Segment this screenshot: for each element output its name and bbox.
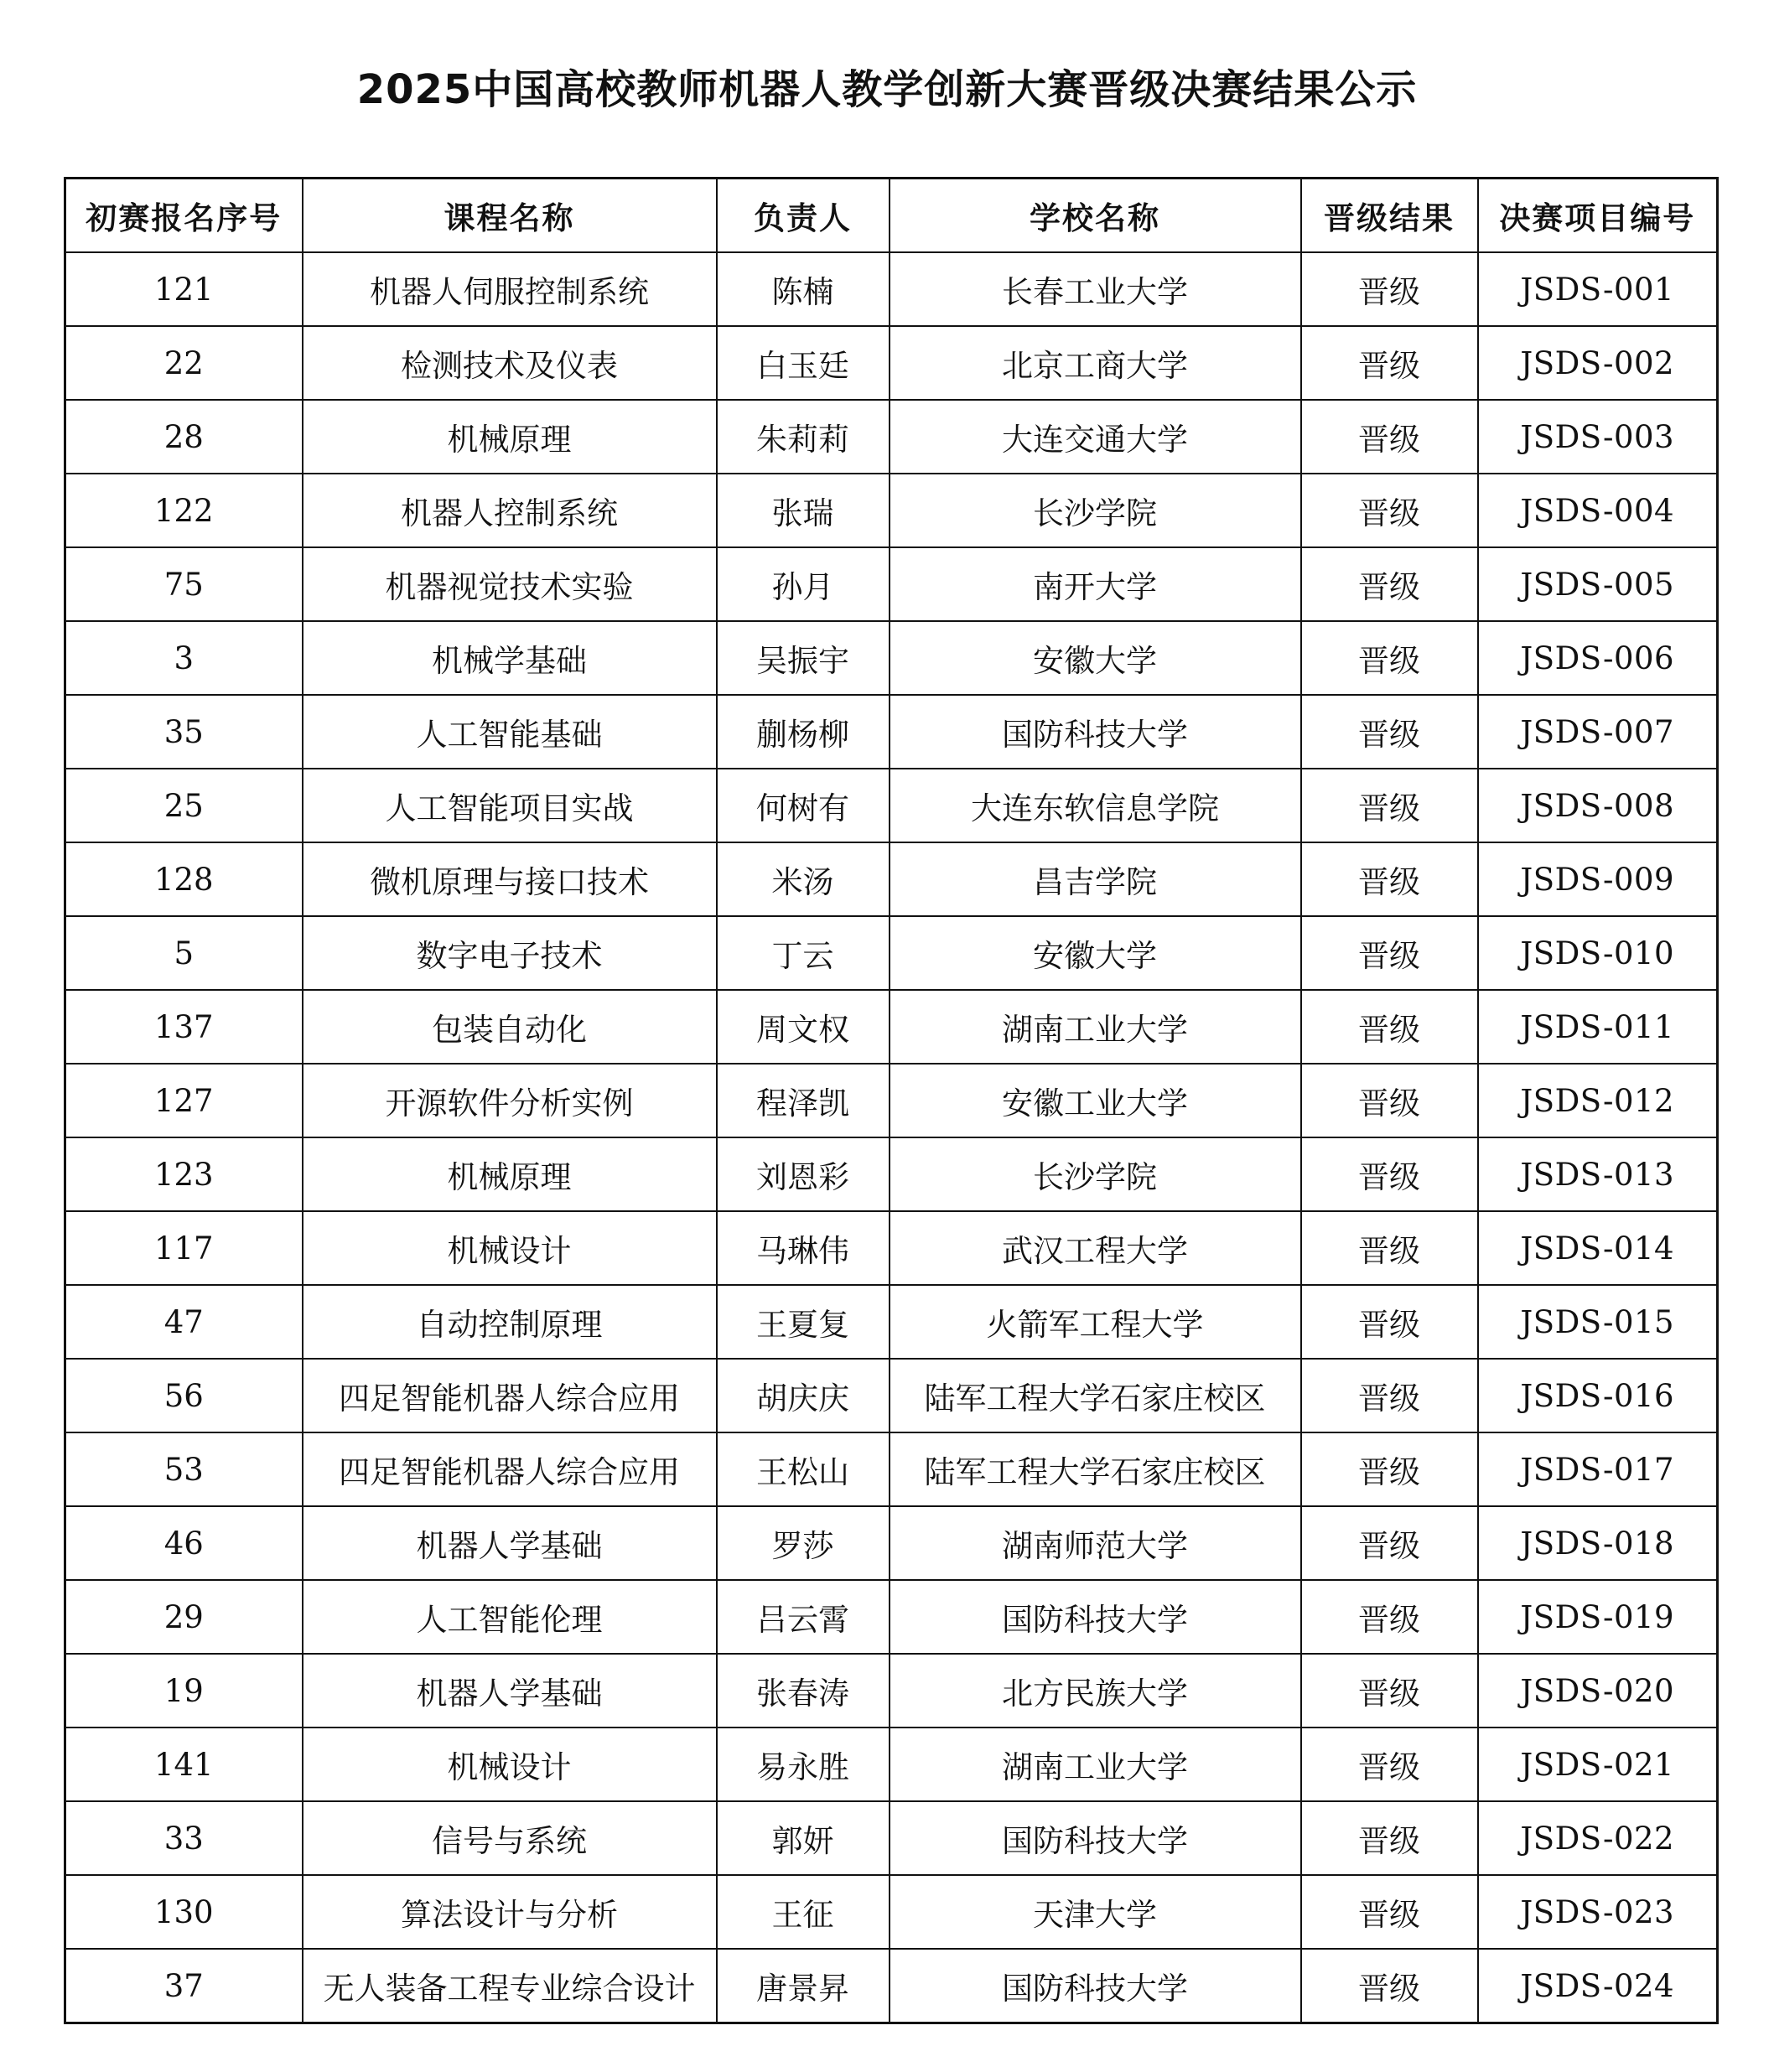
cell-final-project-no: JSDS-022	[1478, 1801, 1718, 1875]
header-result: 晋级结果	[1301, 179, 1478, 253]
cell-leader: 陈楠	[717, 252, 890, 326]
cell-registration-no: 141	[65, 1728, 303, 1801]
cell-final-project-no: JSDS-019	[1478, 1580, 1718, 1654]
cell-result: 晋级	[1301, 1506, 1478, 1580]
cell-registration-no: 29	[65, 1580, 303, 1654]
cell-course-name: 开源软件分析实例	[303, 1064, 717, 1137]
cell-result: 晋级	[1301, 1432, 1478, 1506]
cell-final-project-no: JSDS-013	[1478, 1137, 1718, 1211]
cell-registration-no: 37	[65, 1949, 303, 2023]
cell-school-name: 长沙学院	[890, 1137, 1301, 1211]
cell-result: 晋级	[1301, 547, 1478, 621]
cell-final-project-no: JSDS-004	[1478, 474, 1718, 547]
header-registration-no: 初赛报名序号	[65, 179, 303, 253]
cell-registration-no: 128	[65, 842, 303, 916]
cell-registration-no: 123	[65, 1137, 303, 1211]
cell-registration-no: 25	[65, 769, 303, 842]
cell-course-name: 机械设计	[303, 1728, 717, 1801]
cell-final-project-no: JSDS-007	[1478, 695, 1718, 769]
cell-result: 晋级	[1301, 400, 1478, 474]
cell-leader: 唐景昇	[717, 1949, 890, 2023]
cell-course-name: 数字电子技术	[303, 916, 717, 990]
table-row	[65, 326, 1718, 400]
cell-final-project-no: JSDS-010	[1478, 916, 1718, 990]
cell-course-name: 机器人控制系统	[303, 474, 717, 547]
cell-registration-no: 130	[65, 1875, 303, 1949]
cell-result: 晋级	[1301, 1875, 1478, 1949]
table-row	[65, 1359, 1718, 1432]
cell-course-name: 机器人伺服控制系统	[303, 252, 717, 326]
cell-leader: 王松山	[717, 1432, 890, 1506]
cell-school-name: 北京工商大学	[890, 326, 1301, 400]
cell-leader: 孙月	[717, 547, 890, 621]
cell-registration-no: 137	[65, 990, 303, 1064]
cell-final-project-no: JSDS-024	[1478, 1949, 1718, 2023]
cell-final-project-no: JSDS-006	[1478, 621, 1718, 695]
cell-registration-no: 19	[65, 1654, 303, 1728]
cell-school-name: 长沙学院	[890, 474, 1301, 547]
header-school-name: 学校名称	[890, 179, 1301, 253]
cell-leader: 郭妍	[717, 1801, 890, 1875]
cell-course-name: 无人装备工程专业综合设计	[303, 1949, 717, 2023]
cell-course-name: 机械原理	[303, 400, 717, 474]
table-row	[65, 1728, 1718, 1801]
table-row	[65, 1580, 1718, 1654]
cell-leader: 周文权	[717, 990, 890, 1064]
cell-registration-no: 122	[65, 474, 303, 547]
table-row	[65, 1801, 1718, 1875]
cell-registration-no: 53	[65, 1432, 303, 1506]
table-row	[65, 252, 1718, 326]
cell-result: 晋级	[1301, 842, 1478, 916]
table-row	[65, 1432, 1718, 1506]
table-row	[65, 1949, 1718, 2023]
cell-school-name: 湖南工业大学	[890, 1728, 1301, 1801]
cell-registration-no: 5	[65, 916, 303, 990]
cell-leader: 刘恩彩	[717, 1137, 890, 1211]
cell-result: 晋级	[1301, 252, 1478, 326]
header-final-project-no: 决赛项目编号	[1478, 179, 1718, 253]
cell-registration-no: 121	[65, 252, 303, 326]
cell-leader: 蒯杨柳	[717, 695, 890, 769]
cell-school-name: 湖南工业大学	[890, 990, 1301, 1064]
cell-result: 晋级	[1301, 1580, 1478, 1654]
cell-leader: 易永胜	[717, 1728, 890, 1801]
cell-course-name: 人工智能项目实战	[303, 769, 717, 842]
cell-leader: 张瑞	[717, 474, 890, 547]
cell-course-name: 机械设计	[303, 1211, 717, 1285]
header-row	[65, 179, 1718, 253]
cell-course-name: 机械原理	[303, 1137, 717, 1211]
table-row	[65, 1285, 1718, 1359]
cell-school-name: 国防科技大学	[890, 1580, 1301, 1654]
cell-school-name: 火箭军工程大学	[890, 1285, 1301, 1359]
cell-result: 晋级	[1301, 1211, 1478, 1285]
cell-leader: 马琳伟	[717, 1211, 890, 1285]
table-row	[65, 842, 1718, 916]
cell-final-project-no: JSDS-020	[1478, 1654, 1718, 1728]
cell-school-name: 长春工业大学	[890, 252, 1301, 326]
cell-final-project-no: JSDS-005	[1478, 547, 1718, 621]
cell-registration-no: 22	[65, 326, 303, 400]
table-row	[65, 1654, 1718, 1728]
cell-final-project-no: JSDS-012	[1478, 1064, 1718, 1137]
cell-registration-no: 3	[65, 621, 303, 695]
cell-registration-no: 127	[65, 1064, 303, 1137]
cell-course-name: 机器人学基础	[303, 1506, 717, 1580]
cell-final-project-no: JSDS-001	[1478, 252, 1718, 326]
cell-school-name: 南开大学	[890, 547, 1301, 621]
cell-leader: 朱莉莉	[717, 400, 890, 474]
cell-leader: 张春涛	[717, 1654, 890, 1728]
cell-final-project-no: JSDS-011	[1478, 990, 1718, 1064]
cell-course-name: 算法设计与分析	[303, 1875, 717, 1949]
cell-final-project-no: JSDS-017	[1478, 1432, 1718, 1506]
table-row	[65, 990, 1718, 1064]
table-row	[65, 400, 1718, 474]
cell-result: 晋级	[1301, 916, 1478, 990]
cell-result: 晋级	[1301, 1285, 1478, 1359]
cell-leader: 王夏复	[717, 1285, 890, 1359]
table-row	[65, 769, 1718, 842]
cell-school-name: 大连交通大学	[890, 400, 1301, 474]
cell-final-project-no: JSDS-009	[1478, 842, 1718, 916]
cell-final-project-no: JSDS-021	[1478, 1728, 1718, 1801]
cell-school-name: 陆军工程大学石家庄校区	[890, 1359, 1301, 1432]
cell-registration-no: 46	[65, 1506, 303, 1580]
cell-registration-no: 35	[65, 695, 303, 769]
cell-leader: 何树有	[717, 769, 890, 842]
cell-leader: 吴振宇	[717, 621, 890, 695]
cell-registration-no: 56	[65, 1359, 303, 1432]
cell-result: 晋级	[1301, 1064, 1478, 1137]
cell-school-name: 天津大学	[890, 1875, 1301, 1949]
page-title: 2025中国高校教师机器人教学创新大赛晋级决赛结果公示	[356, 66, 1418, 113]
table-row	[65, 1211, 1718, 1285]
table-row	[65, 916, 1718, 990]
cell-final-project-no: JSDS-014	[1478, 1211, 1718, 1285]
cell-leader: 胡庆庆	[717, 1359, 890, 1432]
cell-school-name: 国防科技大学	[890, 695, 1301, 769]
cell-course-name: 信号与系统	[303, 1801, 717, 1875]
cell-registration-no: 117	[65, 1211, 303, 1285]
cell-school-name: 陆军工程大学石家庄校区	[890, 1432, 1301, 1506]
cell-course-name: 机械学基础	[303, 621, 717, 695]
cell-course-name: 四足智能机器人综合应用	[303, 1359, 717, 1432]
cell-result: 晋级	[1301, 990, 1478, 1064]
cell-final-project-no: JSDS-018	[1478, 1506, 1718, 1580]
table-row	[65, 1064, 1718, 1137]
table-row	[65, 621, 1718, 695]
cell-final-project-no: JSDS-023	[1478, 1875, 1718, 1949]
cell-final-project-no: JSDS-008	[1478, 769, 1718, 842]
cell-school-name: 昌吉学院	[890, 842, 1301, 916]
table-row	[65, 1875, 1718, 1949]
cell-school-name: 国防科技大学	[890, 1801, 1301, 1875]
cell-school-name: 湖南师范大学	[890, 1506, 1301, 1580]
table-row	[65, 1506, 1718, 1580]
cell-school-name: 大连东软信息学院	[890, 769, 1301, 842]
header-leader: 负责人	[717, 179, 890, 253]
cell-registration-no: 28	[65, 400, 303, 474]
cell-school-name: 安徽大学	[890, 621, 1301, 695]
cell-school-name: 安徽工业大学	[890, 1064, 1301, 1137]
table-row	[65, 695, 1718, 769]
cell-result: 晋级	[1301, 1654, 1478, 1728]
cell-course-name: 机器人学基础	[303, 1654, 717, 1728]
cell-leader: 白玉廷	[717, 326, 890, 400]
table-row	[65, 474, 1718, 547]
cell-final-project-no: JSDS-002	[1478, 326, 1718, 400]
cell-final-project-no: JSDS-016	[1478, 1359, 1718, 1432]
header-course-name: 课程名称	[303, 179, 717, 253]
cell-registration-no: 75	[65, 547, 303, 621]
cell-result: 晋级	[1301, 326, 1478, 400]
cell-course-name: 人工智能伦理	[303, 1580, 717, 1654]
cell-result: 晋级	[1301, 621, 1478, 695]
cell-course-name: 自动控制原理	[303, 1285, 717, 1359]
cell-course-name: 机器视觉技术实验	[303, 547, 717, 621]
cell-registration-no: 33	[65, 1801, 303, 1875]
cell-result: 晋级	[1301, 1359, 1478, 1432]
cell-leader: 丁云	[717, 916, 890, 990]
cell-result: 晋级	[1301, 1137, 1478, 1211]
cell-leader: 王征	[717, 1875, 890, 1949]
cell-leader: 罗莎	[717, 1506, 890, 1580]
cell-course-name: 人工智能基础	[303, 695, 717, 769]
cell-result: 晋级	[1301, 474, 1478, 547]
cell-leader: 程泽凯	[717, 1064, 890, 1137]
results-table	[64, 177, 1719, 2024]
cell-registration-no: 47	[65, 1285, 303, 1359]
table-row	[65, 1137, 1718, 1211]
cell-final-project-no: JSDS-015	[1478, 1285, 1718, 1359]
cell-school-name: 安徽大学	[890, 916, 1301, 990]
cell-course-name: 包装自动化	[303, 990, 717, 1064]
cell-course-name: 检测技术及仪表	[303, 326, 717, 400]
cell-result: 晋级	[1301, 695, 1478, 769]
cell-school-name: 北方民族大学	[890, 1654, 1301, 1728]
cell-result: 晋级	[1301, 1949, 1478, 2023]
cell-school-name: 武汉工程大学	[890, 1211, 1301, 1285]
cell-school-name: 国防科技大学	[890, 1949, 1301, 2023]
table-row	[65, 547, 1718, 621]
cell-leader: 米汤	[717, 842, 890, 916]
cell-result: 晋级	[1301, 1728, 1478, 1801]
cell-result: 晋级	[1301, 769, 1478, 842]
cell-course-name: 微机原理与接口技术	[303, 842, 717, 916]
cell-leader: 吕云霄	[717, 1580, 890, 1654]
cell-final-project-no: JSDS-003	[1478, 400, 1718, 474]
cell-course-name: 四足智能机器人综合应用	[303, 1432, 717, 1506]
cell-result: 晋级	[1301, 1801, 1478, 1875]
